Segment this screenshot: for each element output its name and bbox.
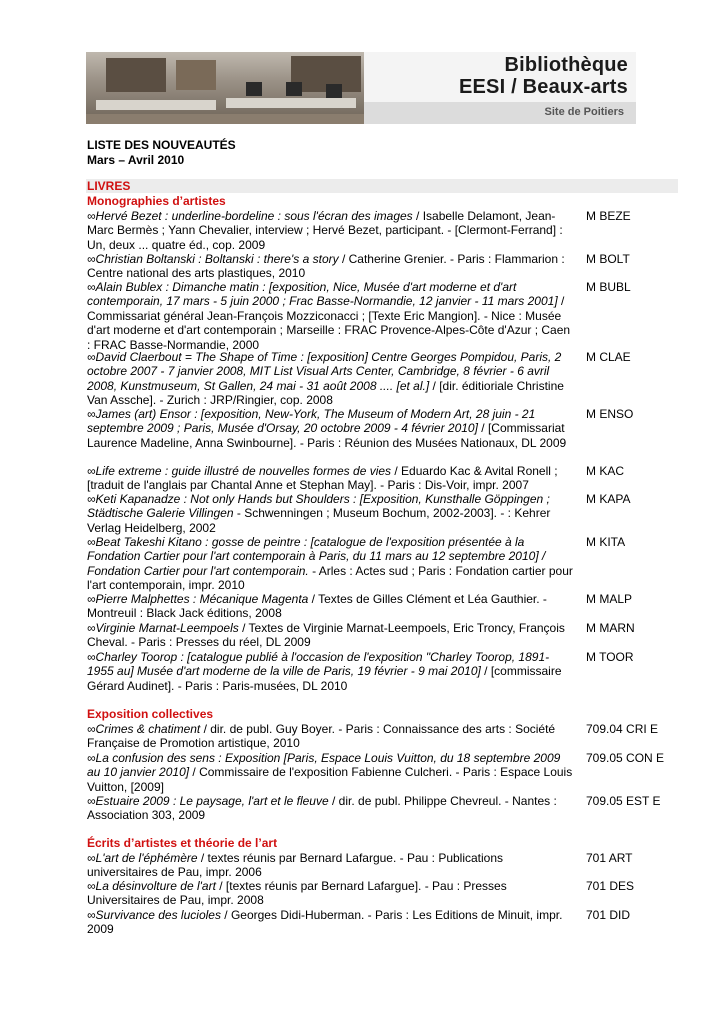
- call-number: M MARN: [586, 621, 635, 635]
- call-number: M KITA: [586, 535, 626, 549]
- section-monographies: Monographies d’artistes: [87, 194, 226, 208]
- section-bar: [86, 179, 678, 193]
- call-number: M MALP: [586, 592, 633, 606]
- call-number: 709.05 EST E: [586, 794, 661, 808]
- call-number: 701 DES: [586, 879, 635, 893]
- library-photo: [86, 52, 364, 124]
- doc-title: [87, 138, 236, 168]
- call-number: 701 DID: [586, 908, 631, 922]
- section-expo: Exposition collectives: [87, 707, 214, 721]
- call-number: M CLAE: [586, 350, 631, 364]
- call-number: 701 ART: [586, 851, 633, 865]
- title-line1: LISTE DES NOUVEAUTÉS: [87, 138, 236, 152]
- title-line2: Mars – Avril 2010: [87, 153, 185, 167]
- section-ecrits: Écrits d’artistes et théorie de l’art: [87, 836, 278, 850]
- call-number: M BOLT: [586, 252, 630, 266]
- call-number: M TOOR: [586, 650, 634, 664]
- section-livres: LIVRES: [87, 179, 131, 193]
- call-number: M KAPA: [586, 492, 631, 506]
- logo-line1: Bibliothèque: [504, 54, 628, 76]
- logo-subtitle: Site de Poitiers: [544, 106, 624, 118]
- call-number: M KAC: [586, 464, 625, 478]
- call-number: 709.05 CON E: [586, 751, 665, 765]
- call-number: 709.04 CRI E: [586, 722, 659, 736]
- call-number: M ENSO: [586, 407, 634, 421]
- logo-line2: EESI / Beaux-arts: [458, 76, 628, 98]
- library-logo: [364, 52, 636, 124]
- call-number: M BUBL: [586, 280, 631, 294]
- call-number: M BEZE: [586, 209, 631, 223]
- page-header: [86, 52, 636, 124]
